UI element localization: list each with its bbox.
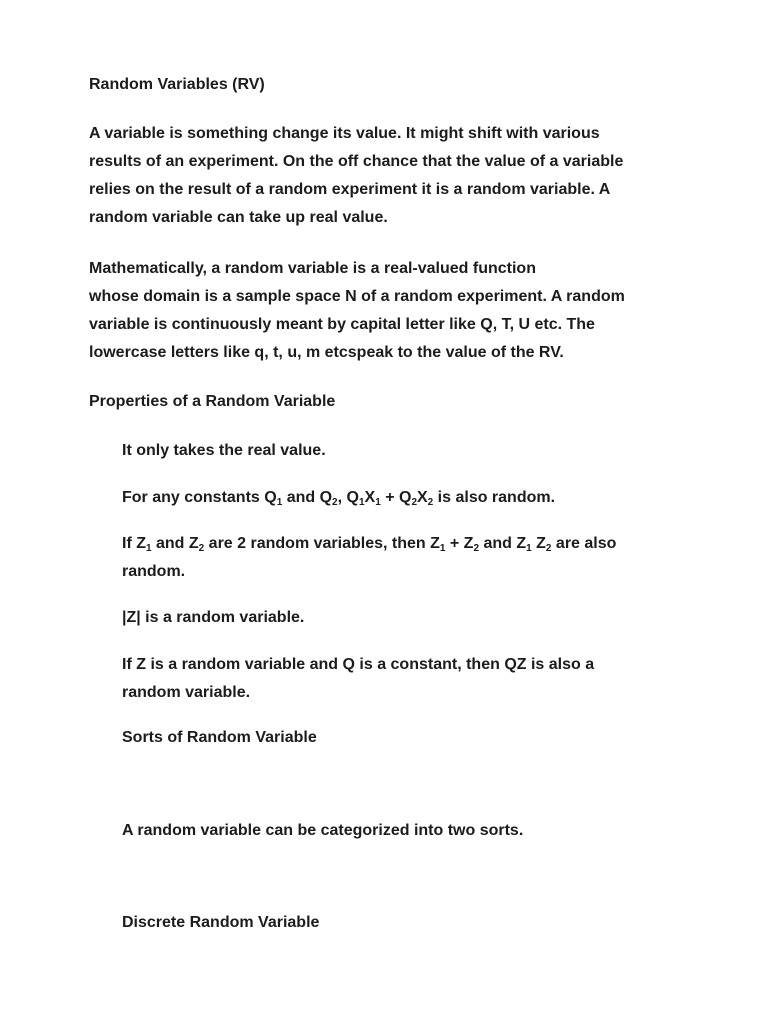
intro-paragraph: A variable is something change its value. It might shift with various results of an experiment. On the off chance that the value of a variable relies on the result of a random experiment it is a random variable. A random variable can take up real value. [89,125,624,226]
property-linear-combination-text: For any constants $Q_1$ and $Q_2$, $Q_1X_1 + Q_2X_2$ is also random. [122,489,556,508]
properties-heading: Properties of a Random Variable [89,393,336,410]
property-real-value: It only takes the real value. [122,442,326,459]
document-title: Random Variables (RV) [89,76,265,93]
property-absolute-value: |Z| is a random variable. [122,609,305,626]
property-linear-combination [122,484,555,512]
property-sum-product-text: If $Z_1$ and $Z_2$ are 2 random variables, then $Z_1 + Z_2$ and $Z_1$ $Z_2$ are also [122,535,617,554]
definition-paragraph: Mathematically, a random variable is a real-valued function whose domain is a sample space N of a random experiment. A random variable is continuously meant by capital letter like Q, T, U etc. The lowercase letters like q, t, u, m etcspeak to the value of the RV. [89,260,625,361]
sorts-heading: Sorts of Random Variable [122,729,317,746]
sorts-intro: A random variable can be categorized into two sorts. [122,822,524,839]
property-scalar-multiple: If Z is a random variable and Q is a constant, then QZ is also a random variable. [122,656,595,701]
property-sum-product: If $Z_1$ and $Z_2$ are 2 random variables, then $Z_1 + Z_2$ and $Z_1$ $Z_2$ are also random. [122,530,616,586]
discrete-heading: Discrete Random Variable [122,914,320,931]
